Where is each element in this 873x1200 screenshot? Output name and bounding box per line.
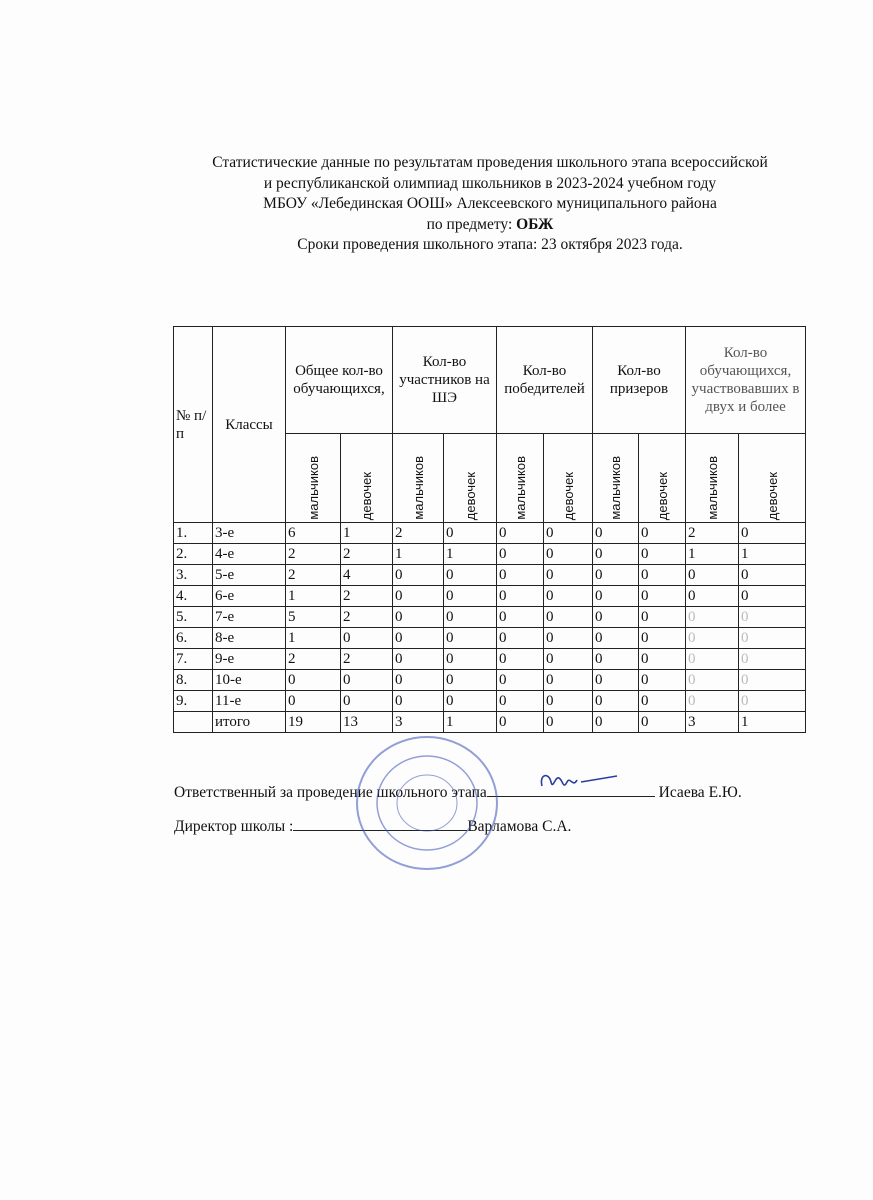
row-value: 0	[639, 544, 686, 565]
row-value: 0	[444, 628, 497, 649]
row-value: 0	[497, 649, 544, 670]
row-value: 0	[444, 586, 497, 607]
row-value: 0	[544, 565, 593, 586]
subject-label: по предмету:	[426, 215, 517, 233]
row-value: 0	[497, 544, 544, 565]
table-row	[174, 712, 806, 733]
row-value: 0	[739, 565, 806, 586]
subheader-label: мальчиков	[512, 456, 528, 520]
row-value: 0	[286, 670, 341, 691]
col-header-group: Кол-во победителей	[497, 327, 593, 434]
row-value: 2	[341, 649, 393, 670]
row-class: 7-е	[213, 607, 286, 628]
row-value: 0	[639, 628, 686, 649]
row-value: 0	[639, 670, 686, 691]
row-number: 7.	[174, 649, 213, 670]
row-value: 1	[286, 628, 341, 649]
row-class: 10-е	[213, 670, 286, 691]
row-value: 0	[639, 586, 686, 607]
row-number: 2.	[174, 544, 213, 565]
row-value: 0	[393, 691, 444, 712]
row-value: 2	[341, 544, 393, 565]
subheader-girls	[444, 434, 497, 523]
row-value: 0	[393, 628, 444, 649]
subject-name: ОБЖ	[516, 215, 554, 233]
row-value: 0	[341, 628, 393, 649]
row-value: 2	[286, 544, 341, 565]
subheader-girls	[544, 434, 593, 523]
title-line: и республиканской олимпиад школьников в 2023-2024 учебном году	[263, 174, 717, 192]
row-value: 13	[341, 712, 393, 733]
results-table	[173, 326, 806, 733]
row-value: 0	[393, 565, 444, 586]
row-value: 0	[497, 523, 544, 544]
subheader-label: девочек	[560, 471, 576, 520]
row-value: 0	[639, 712, 686, 733]
row-value: 0	[497, 586, 544, 607]
table-row	[174, 628, 806, 649]
row-value: 0	[639, 565, 686, 586]
row-value: 0	[444, 565, 497, 586]
row-class: 6-е	[213, 586, 286, 607]
row-value: 0	[544, 544, 593, 565]
row-value: 2	[341, 586, 393, 607]
row-value: 0	[544, 607, 593, 628]
subheader-girls	[639, 434, 686, 523]
row-value: 0	[739, 523, 806, 544]
row-value: 0	[393, 586, 444, 607]
row-value: 2	[286, 649, 341, 670]
row-value: 0	[686, 670, 739, 691]
school-stamp	[352, 733, 502, 873]
table-row	[174, 565, 806, 586]
table-row	[174, 670, 806, 691]
row-value: 0	[544, 628, 593, 649]
row-class: итого	[213, 712, 286, 733]
signature-field	[487, 782, 655, 797]
row-value: 19	[286, 712, 341, 733]
row-value: 0	[593, 712, 639, 733]
director-name: Варламова С.А.	[467, 818, 572, 835]
row-value: 0	[393, 649, 444, 670]
row-value: 1	[739, 544, 806, 565]
row-value: 0	[497, 628, 544, 649]
row-value: 0	[686, 607, 739, 628]
row-value: 0	[739, 607, 806, 628]
subheader-label: мальчиков	[305, 456, 321, 520]
row-value: 1	[686, 544, 739, 565]
handwritten-signature	[537, 768, 657, 798]
row-value: 0	[639, 691, 686, 712]
row-class: 8-е	[213, 628, 286, 649]
table-row	[174, 649, 806, 670]
col-header-number: № п/п	[174, 327, 213, 523]
subheader-boys	[686, 434, 739, 523]
row-value: 0	[444, 691, 497, 712]
subheader-label: девочек	[654, 471, 670, 520]
row-value: 3	[686, 712, 739, 733]
row-value: 0	[593, 544, 639, 565]
subheader-boys	[393, 434, 444, 523]
subheader-label: мальчиков	[608, 456, 623, 520]
table-row	[174, 544, 806, 565]
row-value: 0	[639, 649, 686, 670]
subheader-label: девочек	[764, 471, 780, 520]
row-value: 0	[593, 628, 639, 649]
row-value: 0	[593, 586, 639, 607]
row-class: 9-е	[213, 649, 286, 670]
subheader-girls	[341, 434, 393, 523]
row-class: 3-е	[213, 523, 286, 544]
row-value: 0	[593, 565, 639, 586]
row-value: 1	[444, 712, 497, 733]
row-value: 1	[393, 544, 444, 565]
subheader-boys	[497, 434, 544, 523]
row-value: 0	[497, 607, 544, 628]
col-header-group: Кол-во призеров	[593, 327, 686, 434]
row-value: 0	[444, 670, 497, 691]
row-value: 2	[393, 523, 444, 544]
row-value: 0	[393, 607, 444, 628]
row-value: 1	[444, 544, 497, 565]
row-value: 2	[286, 565, 341, 586]
row-value: 0	[739, 628, 806, 649]
subheader-boys	[593, 434, 639, 523]
title-line: Сроки проведения школьного этапа: 23 октября 2023 года.	[297, 236, 683, 253]
row-value: 0	[544, 586, 593, 607]
row-value: 2	[341, 607, 393, 628]
row-number	[174, 712, 213, 733]
row-value: 1	[341, 523, 393, 544]
row-value: 6	[286, 523, 341, 544]
row-value: 0	[686, 586, 739, 607]
row-value: 0	[639, 523, 686, 544]
row-value: 5	[286, 607, 341, 628]
subheader-label: мальчиков	[410, 456, 426, 520]
row-value: 1	[286, 586, 341, 607]
row-value: 0	[444, 523, 497, 544]
row-value: 1	[739, 712, 806, 733]
table-row	[174, 691, 806, 712]
col-header-group: Общее кол-во обучающихся,	[286, 327, 393, 434]
subheader-boys	[286, 434, 341, 523]
row-value: 0	[393, 670, 444, 691]
row-number: 6.	[174, 628, 213, 649]
row-value: 0	[544, 712, 593, 733]
row-number: 5.	[174, 607, 213, 628]
row-value: 0	[497, 691, 544, 712]
row-number: 1.	[174, 523, 213, 544]
table-row	[174, 607, 806, 628]
row-value: 0	[686, 691, 739, 712]
row-class: 5-е	[213, 565, 286, 586]
row-value: 0	[497, 712, 544, 733]
row-value: 0	[497, 565, 544, 586]
row-class: 11-е	[213, 691, 286, 712]
row-value: 0	[739, 691, 806, 712]
row-value: 0	[593, 691, 639, 712]
subheader-label: девочек	[462, 471, 478, 520]
row-value: 0	[444, 607, 497, 628]
row-value: 0	[544, 523, 593, 544]
row-value: 0	[544, 691, 593, 712]
row-value: 0	[593, 607, 639, 628]
col-header-group: Кол-во участников на ШЭ	[393, 327, 497, 434]
document-title	[150, 153, 830, 256]
row-value: 0	[739, 649, 806, 670]
col-header-group: Кол-во обучающихся, участвовавших в двух и более	[686, 327, 806, 434]
subheader-label: девочек	[359, 471, 374, 520]
subheader-girls	[739, 434, 806, 523]
row-number: 4.	[174, 586, 213, 607]
row-value: 0	[341, 670, 393, 691]
responsible-label: Ответственный за проведение школьного этапа	[174, 784, 487, 801]
row-class: 4-е	[213, 544, 286, 565]
col-header-class: Классы	[213, 327, 286, 523]
row-number: 9.	[174, 691, 213, 712]
table-row	[174, 586, 806, 607]
row-value: 3	[393, 712, 444, 733]
row-value: 0	[544, 649, 593, 670]
row-value: 0	[593, 670, 639, 691]
director-label: Директор школы :	[174, 818, 294, 835]
responsible-name: Исаева Е.Ю.	[658, 784, 742, 801]
row-value: 0	[544, 670, 593, 691]
row-value: 0	[497, 670, 544, 691]
row-value: 0	[341, 691, 393, 712]
row-value: 0	[739, 586, 806, 607]
row-value: 0	[286, 691, 341, 712]
title-line: МБОУ «Лебединская ООШ» Алексеевского муниципального района	[263, 195, 717, 212]
row-value: 4	[341, 565, 393, 586]
row-number: 8.	[174, 670, 213, 691]
row-number: 3.	[174, 565, 213, 586]
row-value: 0	[686, 628, 739, 649]
title-line	[150, 215, 830, 236]
row-value: 0	[593, 649, 639, 670]
subheader-label: мальчиков	[704, 456, 720, 520]
table-row	[174, 523, 806, 544]
row-value: 2	[686, 523, 739, 544]
row-value: 0	[686, 565, 739, 586]
row-value: 0	[686, 649, 739, 670]
row-value: 0	[639, 607, 686, 628]
title-line: Статистические данные по результатам проведения школьного этапа всероссийской	[212, 154, 768, 171]
row-value: 0	[593, 523, 639, 544]
row-value: 0	[739, 670, 806, 691]
row-value: 0	[444, 649, 497, 670]
